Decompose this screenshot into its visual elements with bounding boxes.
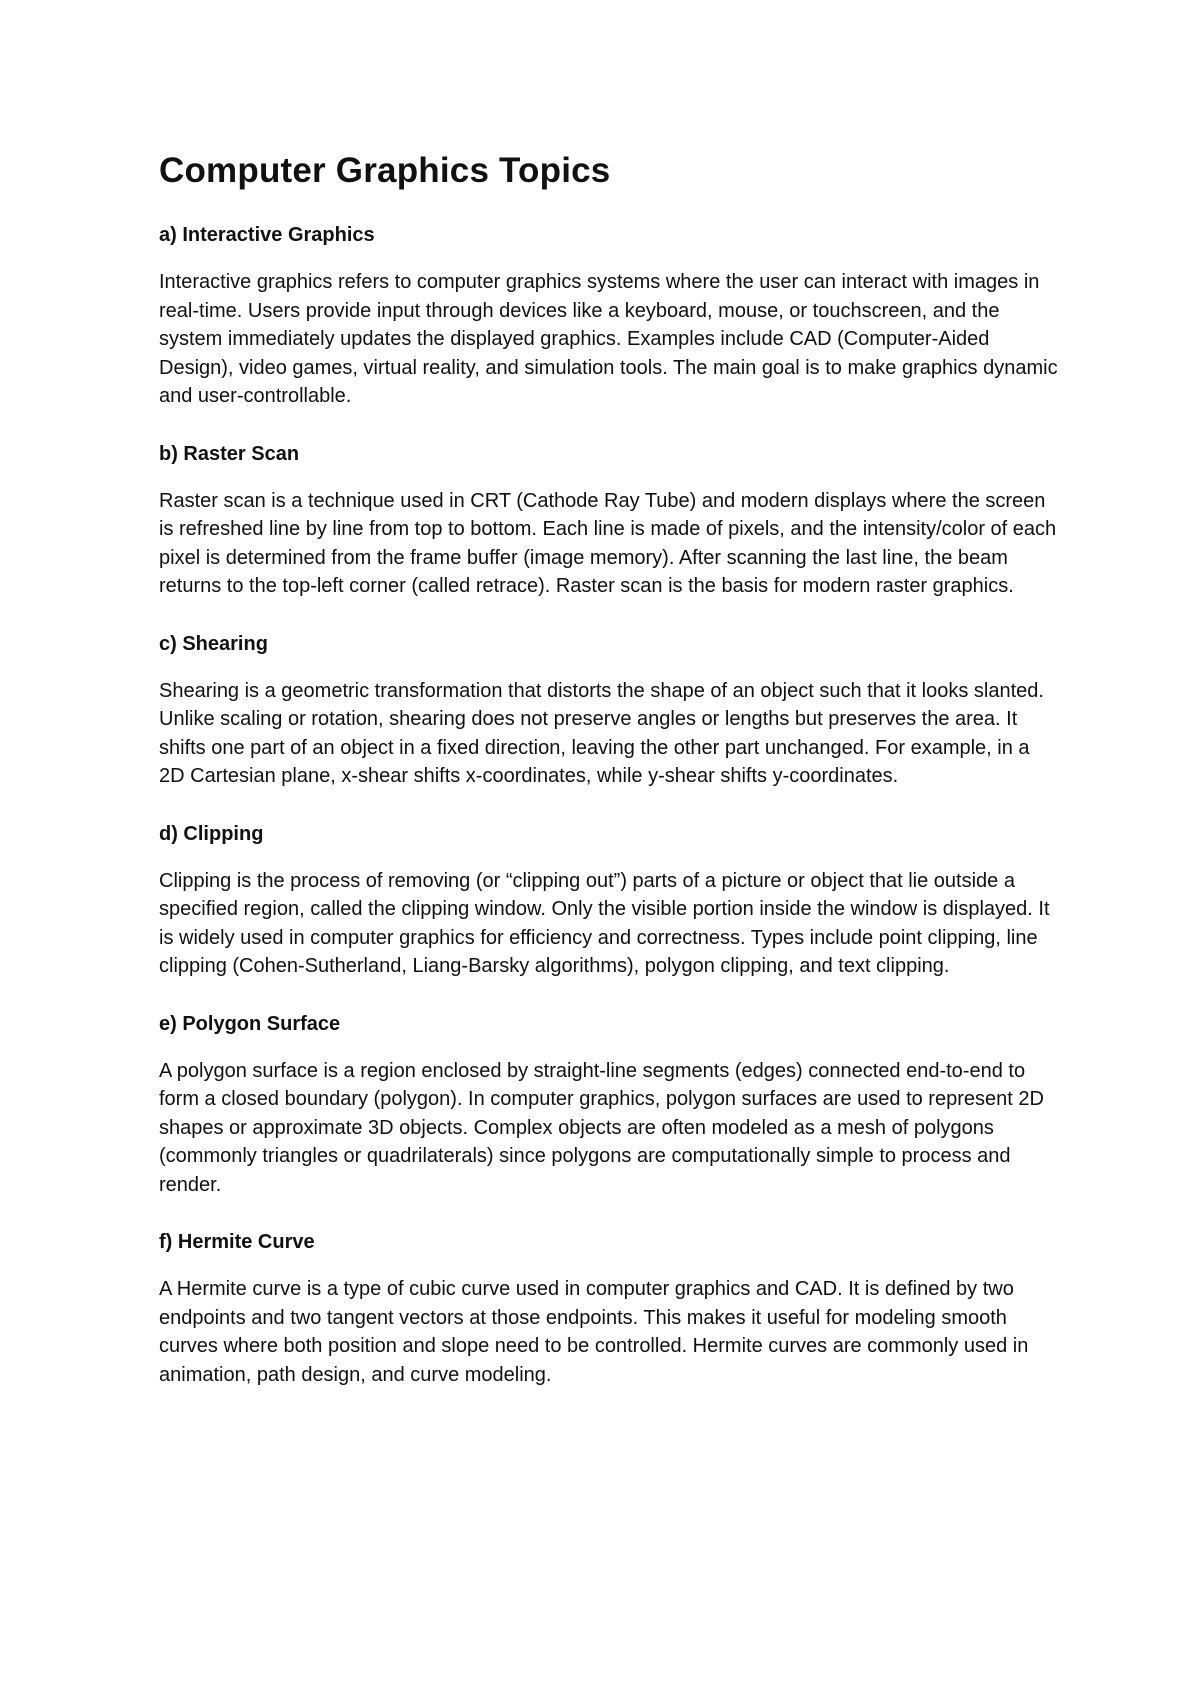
section-body: A Hermite curve is a type of cubic curve used in computer graphics and CAD. It is defined by two endpoints and two tangent vectors at those endpoints. This makes it useful for modeling smooth curves where both position and slope need to be controlled. Hermite curves are commonly used in animation, path design, and curve modeling.	[159, 1278, 1029, 1386]
section-body: A polygon surface is a region enclosed by straight-line segments (edges) connected end-to-end to form a closed boundary (polygon). In computer graphics, polygon surfaces are used to represent 2D shapes or approximate 3D objects. Complex objects are often modeled as a mesh of polygons (commonly triangles or quadrilaterals) since polygons are computationally simple to process and render.	[159, 1059, 1044, 1196]
section-hermite-curve	[159, 1229, 1059, 1389]
section-body: Raster scan is a technique used in CRT (Cathode Ray Tube) and modern displays where the screen is refreshed line by line from top to bottom. Each line is made of pixels, and the intensity/color of each pixel is determined from the frame buffer (image memory). After scanning the last line, the beam returns to the top-left corner (called retrace). Raster scan is the basis for modern raster graphics.	[159, 489, 1057, 597]
section-interactive-graphics	[159, 222, 1059, 411]
section-body: Shearing is a geometric transformation that distorts the shape of an object such that it looks slanted. Unlike scaling or rotation, shearing does not preserve angles or lengths but preserves the area. It shifts one part of an object in a fixed direction, leaving the other part unchanged. For example, in a 2D Cartesian plane, x-shear shifts x-coordinates, while y-shear shifts y-coordinates.	[159, 679, 1044, 787]
section-heading: c) Shearing	[159, 632, 268, 655]
section-clipping	[159, 821, 1059, 981]
section-heading: f) Hermite Curve	[159, 1231, 315, 1253]
section-heading: d) Clipping	[159, 822, 264, 845]
section-body: Interactive graphics refers to computer graphics systems where the user can interact with images in real-time. Users provide input through devices like a keyboard, mouse, or touchscreen, and the system immediately updates the displayed graphics. Examples include CAD (Computer-Aided Design), video games, virtual reality, and simulation tools. The main goal is to make graphics dynamic and user-controllable.	[159, 271, 1058, 407]
document-page	[159, 150, 1059, 1419]
section-heading: b) Raster Scan	[159, 442, 300, 465]
section-shearing	[159, 631, 1059, 791]
section-heading: e) Polygon Surface	[159, 1012, 341, 1035]
document-title: Computer Graphics Topics	[159, 151, 611, 190]
section-raster-scan	[159, 441, 1059, 601]
section-polygon-surface	[159, 1011, 1059, 1200]
section-heading: a) Interactive Graphics	[159, 224, 375, 246]
section-body: Clipping is the process of removing (or “clipping out”) parts of a picture or object that lie outside a specified region, called the clipping window. Only the visible portion inside the window is displayed. It is widely used in computer graphics for efficiency and correctness. Types include point clipping, line clipping (Cohen-Sutherland, Liang-Barsky algorithms), polygon clipping, and text clipping.	[159, 869, 1050, 977]
